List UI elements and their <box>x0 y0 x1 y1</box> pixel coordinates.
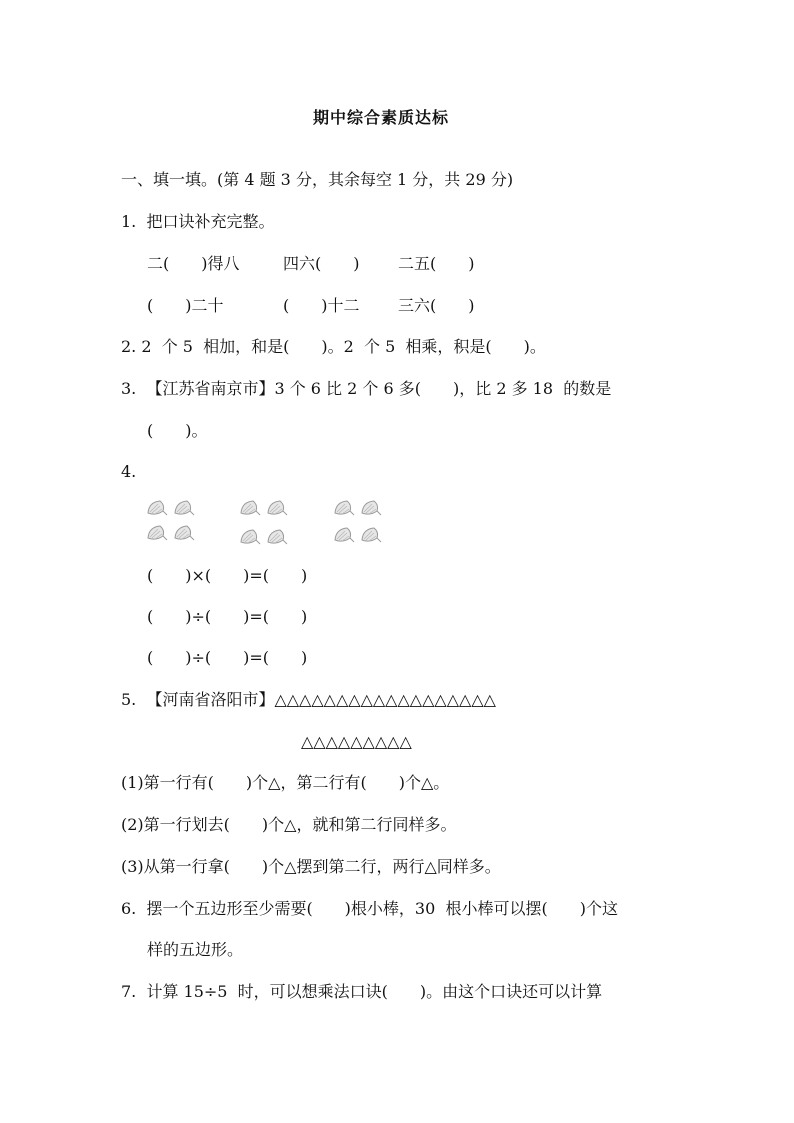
question-1-stem: 1. 把口诀补充完整。 <box>121 212 275 231</box>
ginkgo-leaf-icon <box>333 526 355 544</box>
ginkgo-leaf-icon <box>360 499 382 517</box>
ginkgo-leaf-icon <box>266 499 288 517</box>
ginkgo-leaf-icon <box>266 528 288 546</box>
question-7-line1: 7. 计算 15÷5 时，可以想乘法口诀( )。由这个口诀还可以计算 <box>121 982 603 1001</box>
ginkgo-leaf-icon <box>333 499 355 517</box>
q1-row2-item1: ( )二十 <box>147 296 224 315</box>
question-3-line2: ( )。 <box>147 421 208 440</box>
q5-sub-2: (2)第一行划去( )个△，就和第二行同样多。 <box>121 815 457 834</box>
page-title: 期中综合素质达标 <box>313 108 450 127</box>
question-2: 2. 2 个 5 相加，和是( )。2 个 5 相乘，积是( )。 <box>121 337 546 356</box>
ginkgo-leaf-icon <box>360 526 382 544</box>
question-3-line1: 3. 【江苏省南京市】3 个 6 比 2 个 6 多( )，比 2 多 18 的数是 <box>121 379 612 398</box>
q5-sub-1: (1)第一行有( )个△，第二行有( )个△。 <box>121 773 450 792</box>
q1-row1-item1: 二( )得八 <box>147 254 240 273</box>
q4-equation-3: ( )÷( )=( ) <box>147 648 308 667</box>
question-5-line2: △△△△△△△△△ <box>301 732 412 751</box>
question-5-line1: 5. 【河南省洛阳市】△△△△△△△△△△△△△△△△△△ <box>121 690 496 709</box>
ginkgo-leaf-icon <box>146 524 168 542</box>
ginkgo-leaf-icon <box>239 499 261 517</box>
ginkgo-leaf-icon <box>146 499 168 517</box>
q1-row2-item2: ( )十二 <box>283 296 360 315</box>
question-4-label: 4. <box>121 462 137 481</box>
section-heading: 一、填一填。(第 4 题 3 分，其余每空 1 分，共 29 分) <box>121 170 514 189</box>
q5-sub-3: (3)从第一行拿( )个△摆到第二行，两行△同样多。 <box>121 857 501 876</box>
question-6-line1: 6. 摆一个五边形至少需要( )根小棒，30 根小棒可以摆( )个这 <box>121 899 618 918</box>
q4-equation-1: ( )×( )=( ) <box>147 566 308 585</box>
q4-equation-2: ( )÷( )=( ) <box>147 607 308 626</box>
ginkgo-leaf-icon <box>173 524 195 542</box>
q1-row1-item3: 二五( ) <box>398 254 475 273</box>
ginkgo-leaf-icon <box>239 528 261 546</box>
ginkgo-leaf-icon <box>173 499 195 517</box>
q1-row2-item3: 三六( ) <box>398 296 475 315</box>
question-6-line2: 样的五边形。 <box>147 940 244 959</box>
q1-row1-item2: 四六( ) <box>283 254 360 273</box>
